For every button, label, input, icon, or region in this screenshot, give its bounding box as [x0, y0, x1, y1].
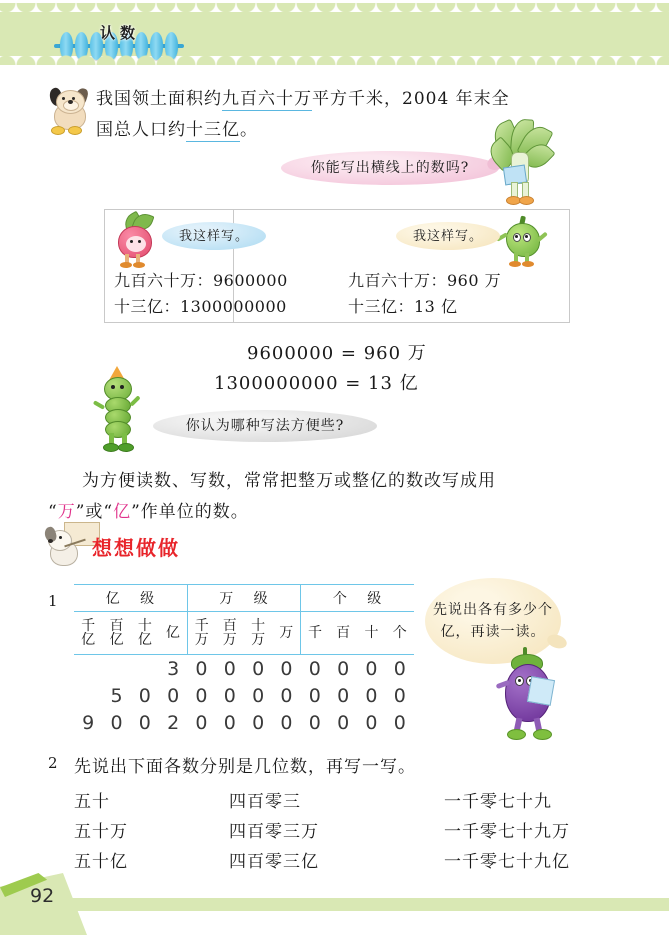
q2-item: 五十万	[74, 821, 128, 842]
q2-item: 五十	[74, 791, 110, 812]
digit-cell: 0	[337, 711, 350, 734]
teacher-dog-mascot-icon	[46, 524, 94, 568]
digit-cell: 0	[337, 657, 350, 680]
digit-cell: 0	[195, 711, 208, 734]
table-row	[74, 655, 414, 683]
intro-underlined-number-2: 十三亿	[186, 120, 240, 140]
q2-item: 五十亿	[74, 851, 128, 872]
equations-question-bubble	[153, 410, 377, 442]
table-row	[74, 709, 414, 736]
question-1-number: 1	[48, 592, 58, 610]
digit-label-qianwan	[187, 612, 215, 655]
q2-item: 四百零三万	[229, 821, 319, 842]
page-number: 92	[30, 885, 55, 907]
digit-label-top-4: 亿	[165, 625, 180, 641]
chapter-title: 认数	[99, 24, 140, 42]
question-2-number: 2	[48, 754, 58, 772]
equation-1: 9600000 = 960 万	[247, 343, 427, 364]
intro-line1-b: 平方千米，2004 年末全	[312, 89, 510, 109]
digit-label-baiwan	[216, 612, 244, 655]
digit-label-bot-5: 万	[194, 631, 209, 648]
digit-cell: 0	[308, 657, 321, 680]
digit-label-qianyi	[74, 612, 102, 655]
right-panel-bubble	[396, 222, 500, 250]
radish-mascot-icon	[110, 214, 160, 270]
place-value-group-header-row	[74, 585, 414, 612]
q2-item: 一千零七十九亿	[444, 851, 570, 872]
digit-cell: 0	[337, 684, 350, 707]
digit-cell: 0	[365, 657, 378, 680]
group-label-ge: 个 级	[301, 585, 414, 612]
eggplant-mascot-icon	[495, 648, 565, 744]
right-panel-line1: 九百六十万：960 万	[348, 271, 502, 290]
place-value-digit-header-row	[74, 612, 414, 655]
question-1-hint-text: 先说出各有多少个亿，再读一读。	[433, 602, 553, 640]
digit-label-top-6: 百	[222, 617, 237, 634]
q2-item: 四百零三亿	[229, 851, 319, 872]
place-value-table-wrapper	[74, 584, 414, 736]
digit-cell: 0	[393, 711, 406, 734]
digit-label-shiwan	[244, 612, 272, 655]
caterpillar-mascot-icon	[92, 371, 148, 457]
digit-label-top-2: 百	[109, 617, 124, 634]
digit-label-qian	[301, 612, 329, 655]
digit-cell: 0	[138, 684, 151, 707]
digit-cell: 0	[223, 684, 236, 707]
place-value-table	[74, 584, 414, 736]
digit-label-top-11: 十	[364, 625, 379, 641]
list-item	[74, 784, 594, 814]
rule-line1: 为方便读数、写数，常常把整万或整亿的数改写成用	[82, 471, 496, 491]
intro-question-bubble	[281, 151, 499, 185]
question-2-grid	[74, 784, 594, 874]
digit-label-wan	[272, 612, 300, 655]
digit-cell	[74, 655, 102, 683]
intro-line1-a: 我国领土面积约	[96, 89, 222, 109]
q2-item: 一千零七十九万	[444, 821, 570, 842]
intro-line2-a: 国总人口约	[96, 120, 186, 140]
right-panel-line2: 十三亿：13 亿	[348, 297, 458, 316]
digit-cell: 0	[223, 657, 236, 680]
digit-cell	[102, 655, 130, 683]
rule-highlight-wan: 万	[57, 502, 76, 522]
digit-cell: 0	[223, 711, 236, 734]
cabbage-mascot-icon	[491, 122, 547, 206]
digit-label-shiyi	[131, 612, 159, 655]
digit-label-bot-2: 亿	[109, 631, 124, 648]
digit-cell: 0	[308, 711, 321, 734]
rule-highlight-yi: 亿	[113, 502, 132, 522]
table-row	[74, 682, 414, 709]
pepper-mascot-icon	[498, 213, 548, 271]
digit-label-bot-3: 亿	[137, 631, 152, 648]
digit-label-top-5: 千	[194, 617, 209, 634]
digit-cell: 0	[280, 657, 293, 680]
footer-bar	[0, 898, 669, 911]
digit-label-bot-6: 万	[222, 631, 237, 648]
digit-cell	[74, 682, 102, 709]
left-panel-bubble	[162, 222, 266, 250]
digit-label-yi	[159, 612, 187, 655]
q2-item: 一千零七十九	[444, 791, 552, 812]
digit-label-top-12: 个	[392, 625, 407, 641]
left-panel-line1: 九百六十万：9600000	[114, 271, 288, 290]
digit-label-top-10: 百	[336, 625, 351, 641]
digit-cell: 0	[365, 711, 378, 734]
rule-line2-b: ”或“	[75, 502, 114, 522]
digit-label-top-1: 千	[81, 617, 96, 634]
rule-paragraph	[48, 466, 592, 528]
digit-label-shi	[357, 612, 385, 655]
rule-line2-a: “	[48, 502, 58, 522]
intro-underlined-number-1: 九百六十万	[222, 89, 312, 109]
digit-label-bai	[329, 612, 357, 655]
digit-cell: 0	[252, 684, 265, 707]
digit-label-baiyi	[102, 612, 130, 655]
equation-2: 1300000000 = 13 亿	[214, 373, 419, 394]
digit-cell: 0	[365, 684, 378, 707]
digit-cell	[131, 655, 159, 683]
left-panel-line2: 十三亿：1300000000	[114, 297, 287, 316]
digit-cell: 3	[167, 657, 180, 680]
digit-label-bot-7: 万	[251, 631, 266, 648]
digit-label-top-8: 万	[279, 625, 294, 641]
digit-label-ge	[386, 612, 414, 655]
digit-cell: 5	[110, 684, 123, 707]
digit-cell: 0	[110, 711, 123, 734]
digit-cell: 0	[308, 684, 321, 707]
puppy-mascot-icon	[48, 88, 92, 134]
digit-cell: 0	[138, 711, 151, 734]
digit-cell: 0	[167, 684, 180, 707]
digit-label-top-7: 十	[251, 617, 266, 634]
intro-line2-b: 。	[240, 120, 258, 140]
digit-cell: 0	[195, 684, 208, 707]
digit-cell: 0	[195, 657, 208, 680]
right-panel-bubble-text: 我这样写。	[412, 228, 483, 244]
exercise-section-title: 想想做做	[92, 536, 180, 560]
digit-cell: 0	[393, 657, 406, 680]
rule-line2-c: ”作单位的数。	[131, 502, 249, 522]
digit-cell: 0	[280, 684, 293, 707]
group-label-yi: 亿 级	[74, 585, 187, 612]
equations-question-text: 你认为哪种写法方便些?	[185, 417, 345, 434]
question-2-prompt: 先说出下面各数分别是几位数，再写一写。	[74, 757, 416, 777]
digit-cell: 0	[393, 684, 406, 707]
list-item	[74, 844, 594, 874]
intro-question-text: 你能写出横线上的数吗?	[310, 159, 470, 176]
digit-cell: 0	[252, 711, 265, 734]
group-label-wan: 万 级	[187, 585, 300, 612]
list-item	[74, 814, 594, 844]
digit-cell: 9	[82, 711, 95, 734]
digit-label-top-9: 千	[308, 625, 323, 641]
digit-cell: 0	[280, 711, 293, 734]
q2-item: 四百零三	[229, 791, 301, 812]
left-panel-bubble-text: 我这样写。	[178, 228, 249, 244]
digit-label-top-3: 十	[137, 617, 152, 634]
digit-cell: 0	[252, 657, 265, 680]
digit-cell: 2	[167, 711, 180, 734]
digit-label-bot-1: 亿	[81, 631, 96, 648]
